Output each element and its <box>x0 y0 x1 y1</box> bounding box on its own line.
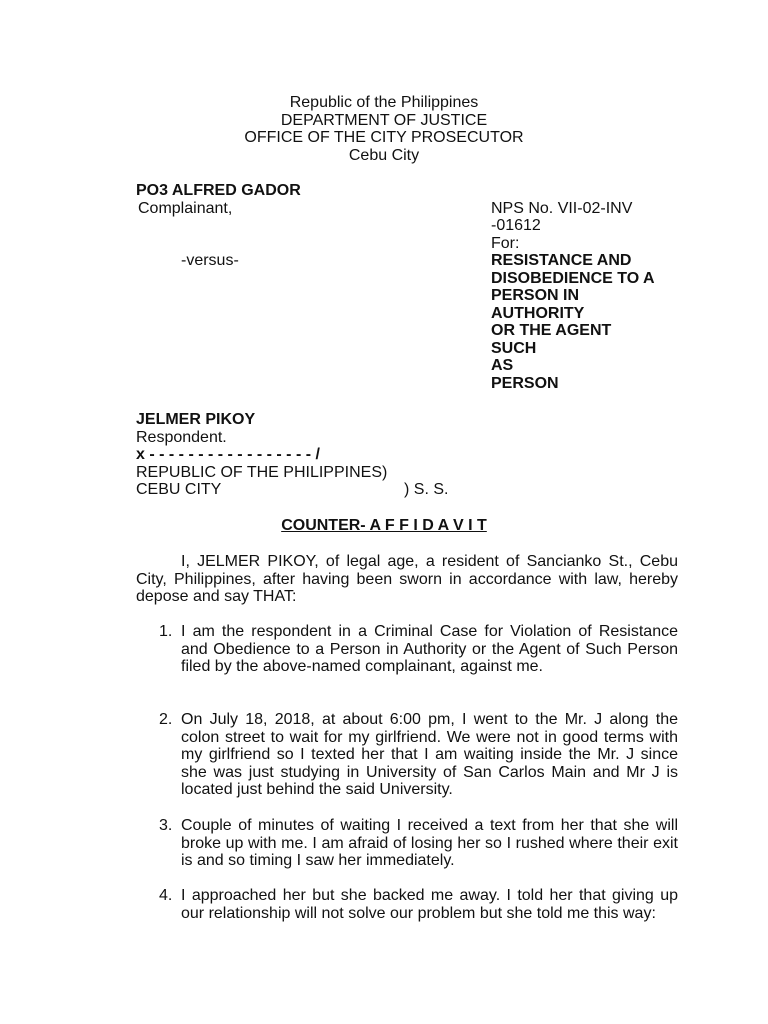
versus-label: -versus- <box>181 252 239 269</box>
nps-number-line1: NPS No. VII-02-INV <box>491 199 633 217</box>
header-republic: Republic of the Philippines <box>289 94 479 111</box>
item-number: 1. <box>159 623 173 640</box>
header-city: Cebu City <box>348 146 420 164</box>
for-label: For: <box>491 234 520 252</box>
nps-number-line2: -01612 <box>491 217 541 234</box>
item-number: 2. <box>159 711 173 728</box>
venue-city: CEBU CITY <box>136 481 222 498</box>
intro-paragraph: I, JELMER PIKOY, of legal age, a resident of Sancianko St., Cebu City, Philippines, after having been sworn in accordance with law, hereby depose and say THAT: <box>136 553 678 605</box>
header-office: OFFICE OF THE CITY PROSECUTOR <box>244 129 524 146</box>
charge-line: PERSON IN <box>491 287 580 304</box>
charge-line: SUCH <box>491 339 537 357</box>
venue-ss: ) S. S. <box>404 481 449 498</box>
charge-line: AUTHORITY <box>491 304 585 322</box>
item-text: Couple of minutes of waiting I received a text from her that she will broke up with me. I am afraid of losing her so I rushed where their exit is and so timing I saw her immediately. <box>181 817 678 869</box>
charge-line: PERSON <box>491 374 559 392</box>
respondent-name: JELMER PIKOY <box>136 411 256 428</box>
charge-line: DISOBEDIENCE TO A <box>491 269 655 287</box>
header-department: DEPARTMENT OF JUSTICE <box>280 111 488 129</box>
charge-line: RESISTANCE AND <box>491 252 632 269</box>
item-text: I approached her but she backed me away. I told her that giving up our relationship will not solve our problem but she told me this way: <box>181 887 678 922</box>
charge-line: OR THE AGENT <box>491 322 612 339</box>
complainant-role: Complainant, <box>138 199 233 217</box>
complainant-name: PO3 ALFRED GADOR <box>136 182 301 199</box>
item-text: I am the respondent in a Criminal Case for Violation of Resistance and Obedience to a Person in Authority or the Agent of Such Person filed by the above-named complainant, against me. <box>181 623 678 675</box>
caption-divider: x - - - - - - - - - - - - - - - - - / <box>136 446 320 463</box>
item-number: 3. <box>159 817 173 834</box>
charge-line: AS <box>491 357 514 374</box>
document-title: COUNTER- A F F I D A V I T <box>281 517 487 534</box>
venue-republic: REPUBLIC OF THE PHILIPPINES) <box>136 463 388 481</box>
respondent-role: Respondent. <box>136 428 227 446</box>
item-number: 4. <box>159 887 173 904</box>
item-text: On July 18, 2018, at about 6:00 pm, I went to the Mr. J along the colon street to wait for my girlfriend. We were not in good terms with my girlfriend so I texted her that I am waiting inside the Mr. J since she was just studying in University of San Carlos Main and Mr J is located just behind the said University. <box>181 711 678 798</box>
